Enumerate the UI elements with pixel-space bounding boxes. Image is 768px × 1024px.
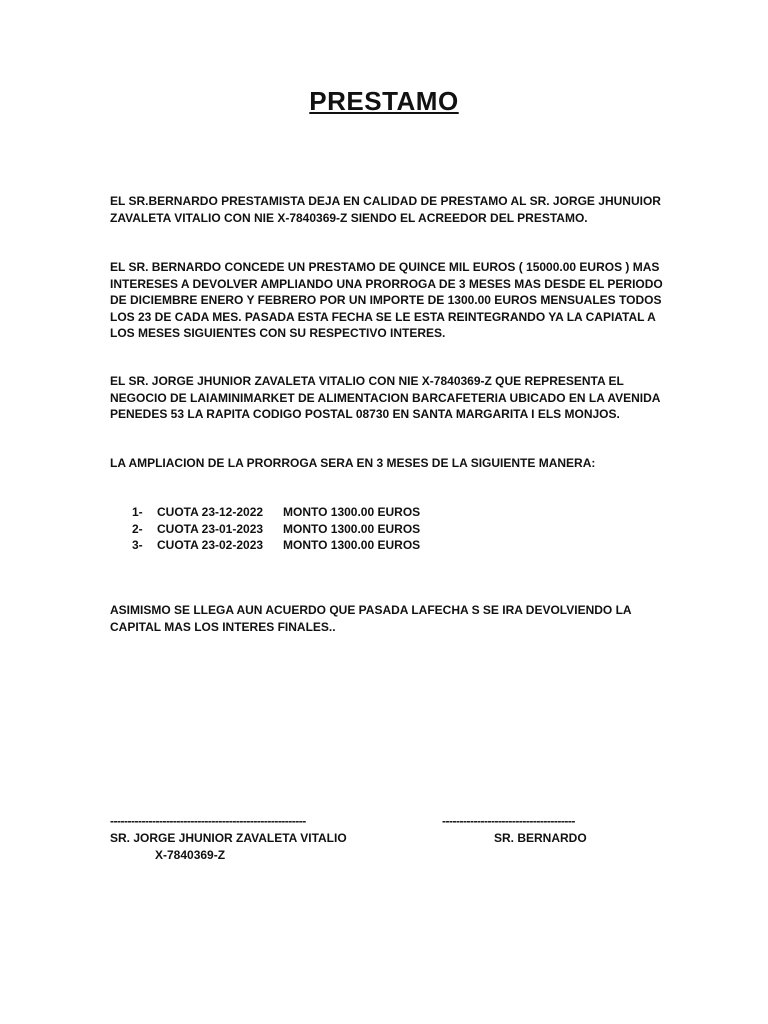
paragraph-borrower-business: EL SR. JORGE JHUNIOR ZAVALETA VITALIO CON NIE X-7840369-Z QUE REPRESENTA EL NEGOCIO DE LAIAMINIMARKET DE ALIMENTACION BARCAFETERIA UBICADO EN LA AVENIDA PENEDES 53 LA RAPITA CODIGO POSTAL 08730 EN SANTA MARGARITA I ELS MONJOS. — [110, 374, 660, 421]
list-item — [132, 504, 420, 521]
list-item — [132, 537, 420, 554]
paragraph-loan-terms: EL SR. BERNARDO CONCEDE UN PRESTAMO DE QUINCE MIL EUROS ( 15000.00 EUROS ) MAS INTERESES A DEVOLVER AMPLIANDO UNA PRORROGA DE 3 MESES MAS DESDE EL PERIODO DE DICIEMBRE ENERO Y FEBRERO POR UN IMPORTE DE 1300.00 EUROS MENSUALES TODOS LOS 23 DE CADA MES. PASADA ESTA FECHA SE LE ESTA REINTEGRANDO YA LA CAPIATAL A LOS MESES SIGUIENTES CON SU RESPECTIVO INTERES. — [110, 260, 663, 340]
quota-number: 1- — [132, 505, 143, 519]
list-item — [132, 521, 420, 538]
quota-number: 3- — [132, 538, 143, 552]
paragraph-loan-parties: EL SR.BERNARDO PRESTAMISTA DEJA EN CALIDAD DE PRESTAMO AL SR. JORGE JHUNUIOR ZAVALETA VITALIO CON NIE X-7840369-Z SIENDO EL ACREEDOR DEL PRESTAMO. — [110, 194, 661, 225]
quota-amount: MONTO 1300.00 EUROS — [283, 521, 421, 536]
signature-name-borrower: SR. JORGE JHUNIOR ZAVALETA VITALIO — [110, 831, 347, 845]
signature-line-lender: -------------------------------------- — [442, 814, 575, 828]
paragraph-extension-intro: LA AMPLIACION DE LA PRORROGA SERA EN 3 MESES DE LA SIGUIENTE MANERA: — [110, 456, 596, 470]
quota-amount: MONTO 1300.00 EUROS — [283, 505, 421, 519]
quota-number: 2- — [132, 521, 143, 536]
quota-amount: MONTO 1300.00 EUROS — [283, 538, 421, 552]
quota-date: CUOTA 23-02-2023 — [157, 538, 264, 552]
quota-date: CUOTA 23-01-2023 — [157, 521, 264, 536]
signature-id-borrower: X-7840369-Z — [155, 848, 226, 862]
signature-line-borrower: -------------------------------------------------------- — [110, 814, 306, 828]
document-title: PRESTAMO — [309, 86, 459, 116]
quota-date: CUOTA 23-12-2022 — [157, 505, 264, 519]
paragraph-agreement: ASIMISMO SE LLEGA AUN ACUERDO QUE PASADA LAFECHA S SE IRA DEVOLVIENDO LA CAPITAL MAS LOS INTERES FINALES.. — [110, 603, 632, 634]
signature-name-lender: SR. BERNARDO — [494, 831, 587, 845]
quota-list — [132, 504, 420, 554]
